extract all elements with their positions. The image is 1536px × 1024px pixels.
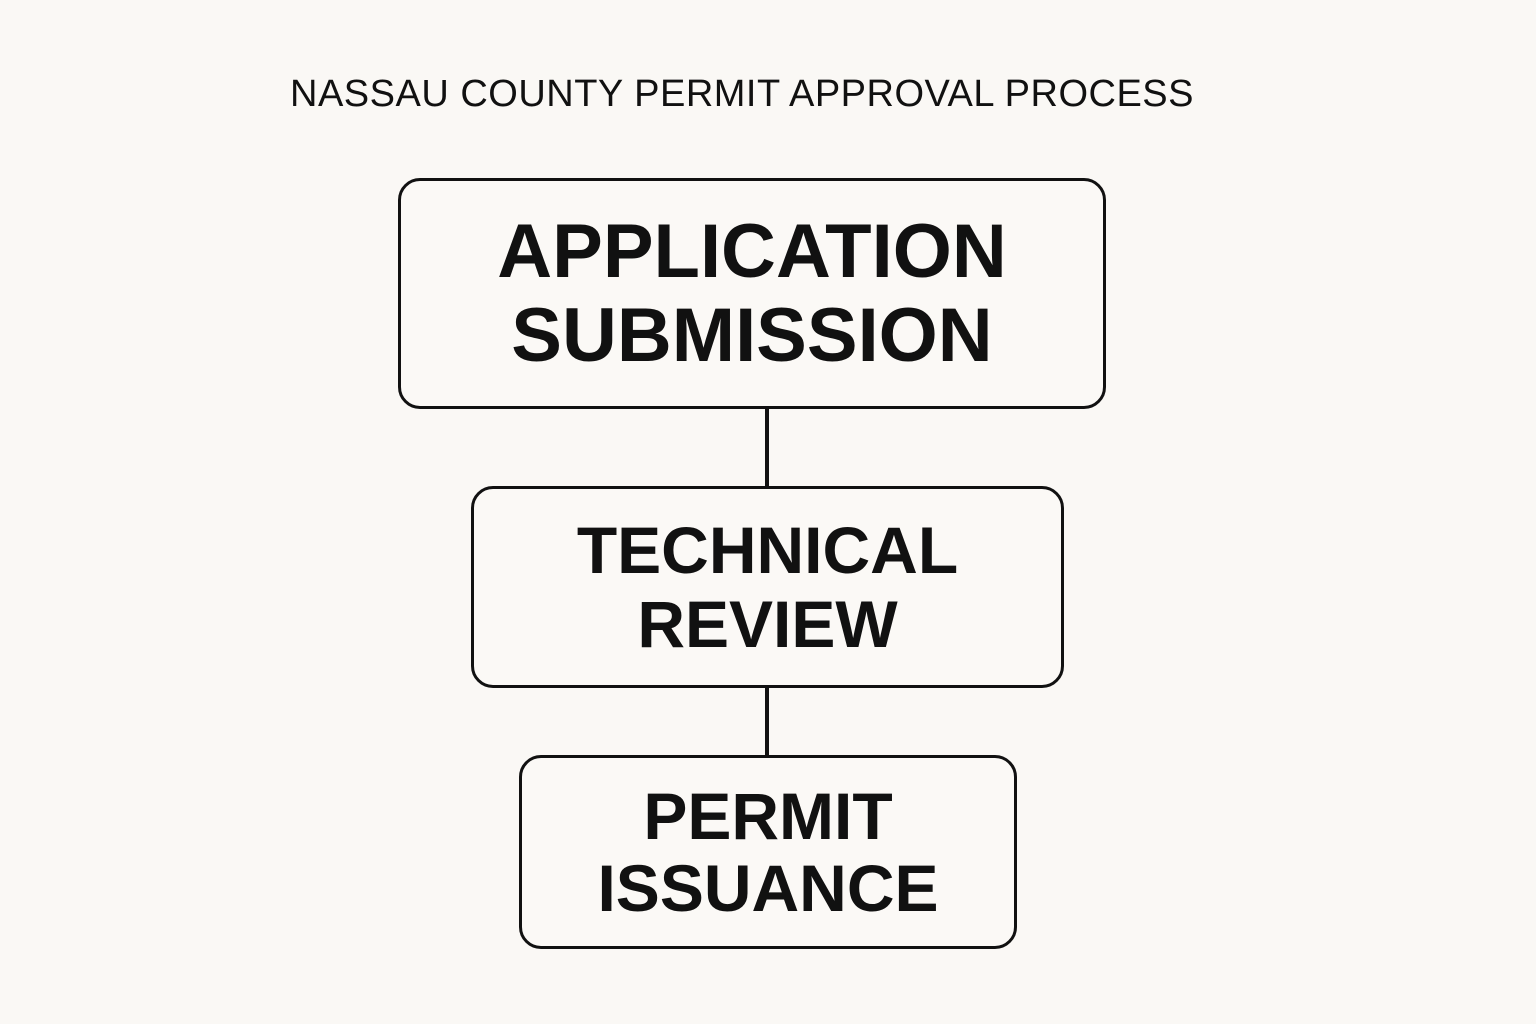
connector-line [765, 688, 769, 755]
step-label-line2: REVIEW [637, 587, 898, 661]
step-label-line2: ISSUANCE [597, 851, 939, 925]
step-label-line1: PERMIT [643, 779, 893, 853]
step-technical-review [471, 486, 1064, 688]
connector-line [765, 409, 769, 486]
step-label-line1: APPLICATION [497, 208, 1007, 294]
step-label-line2: SUBMISSION [511, 292, 993, 378]
step-application-submission [398, 178, 1106, 409]
step-permit-issuance [519, 755, 1017, 949]
diagram-title: NASSAU COUNTY PERMIT APPROVAL PROCESS [290, 73, 1194, 115]
step-label-line1: TECHNICAL [576, 513, 959, 587]
